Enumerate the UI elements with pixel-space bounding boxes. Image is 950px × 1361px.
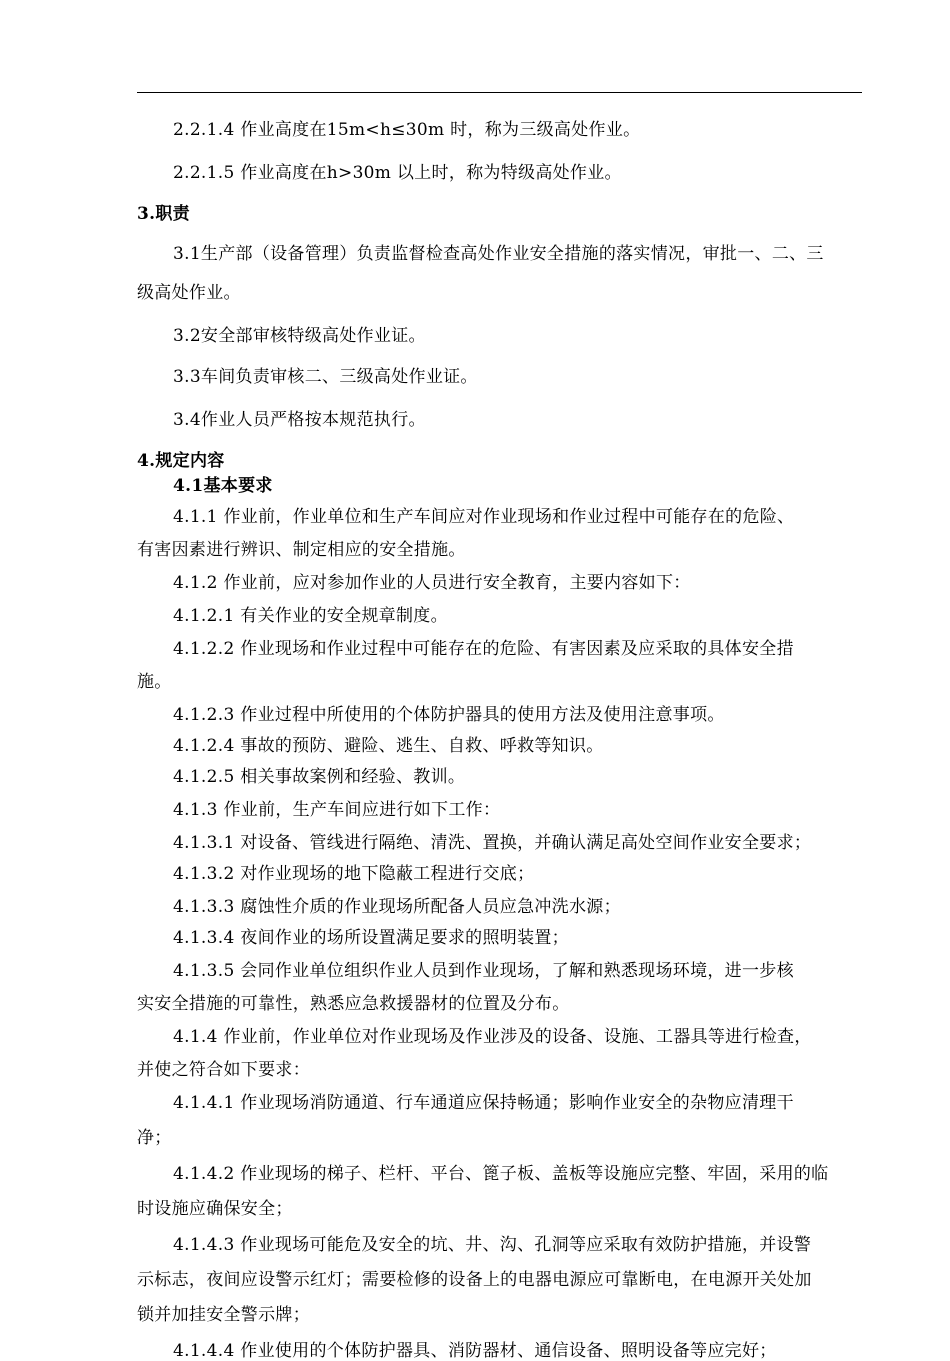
- paragraph-4-1-2-3: 4.1.2.3 作业过程中所使用的个体防护器具的使用方法及使用注意事项。: [173, 705, 725, 725]
- paragraph-4-1-4-1: 4.1.4.1 作业现场消防通道、行车通道应保持畅通；影响作业安全的杂物应清理干: [173, 1093, 794, 1113]
- paragraph-2-2-1-5: 2.2.1.5 作业高度在h>30m 以上时，称为特级高处作业。: [173, 163, 622, 183]
- paragraph-4-1-3-3: 4.1.3.3 腐蚀性介质的作业现场所配备人员应急冲洗水源；: [173, 897, 621, 917]
- heading-3: 3.职责: [137, 204, 190, 224]
- paragraph-4-1-3-2: 4.1.3.2 对作业现场的地下隐蔽工程进行交底；: [173, 864, 535, 884]
- paragraph-4-1-4-4: 4.1.4.4 作业使用的个体防护器具、消防器材、通信设备、照明设备等应完好；: [173, 1341, 777, 1361]
- paragraph-4-1-2-4: 4.1.2.4 事故的预防、避险、逃生、自救、呼救等知识。: [173, 736, 604, 756]
- paragraph-4-1-4-2-cont: 时设施应确保安全；: [137, 1199, 293, 1219]
- paragraph-4-1-2-5: 4.1.2.5 相关事故案例和经验、教训。: [173, 767, 466, 787]
- paragraph-4-1-3: 4.1.3 作业前，生产车间应进行如下工作：: [173, 800, 501, 820]
- paragraph-4-1-1-cont: 有害因素进行辨识、制定相应的安全措施。: [137, 540, 466, 560]
- paragraph-3-3: 3.3车间负责审核二、三级高处作业证。: [173, 367, 478, 387]
- paragraph-4-1-3-1: 4.1.3.1 对设备、管线进行隔绝、清洗、置换，并确认满足高处空间作业安全要求；: [173, 833, 812, 853]
- paragraph-4-1-2-2: 4.1.2.2 作业现场和作业过程中可能存在的危险、有害因素及应采取的具体安全措: [173, 639, 794, 659]
- paragraph-4-1-3-5: 4.1.3.5 会同作业单位组织作业人员到作业现场，了解和熟悉现场环境，进一步核: [173, 961, 794, 981]
- paragraph-4-1-2-1: 4.1.2.1 有关作业的安全规章制度。: [173, 606, 448, 626]
- paragraph-3-1-cont: 级高处作业。: [137, 283, 241, 303]
- heading-4-1: 4.1基本要求: [173, 476, 273, 496]
- paragraph-4-1-4-cont: 并使之符合如下要求：: [137, 1060, 310, 1080]
- document-body: [137, 115, 862, 1361]
- paragraph-3-2: 3.2安全部审核特级高处作业证。: [173, 326, 426, 346]
- paragraph-4-1-1: 4.1.1 作业前，作业单位和生产车间应对作业现场和作业过程中可能存在的危险、: [173, 507, 795, 527]
- heading-4: 4.规定内容: [137, 451, 225, 471]
- paragraph-4-1-3-4: 4.1.3.4 夜间作业的场所设置满足要求的照明装置；: [173, 928, 569, 948]
- paragraph-4-1-4: 4.1.4 作业前，作业单位对作业现场及作业涉及的设备、设施、工器具等进行检查，: [173, 1027, 812, 1047]
- paragraph-4-1-3-5-cont: 实安全措施的可靠性，熟悉应急救援器材的位置及分布。: [137, 994, 570, 1014]
- header-rule: [137, 92, 862, 93]
- paragraph-2-2-1-4: 2.2.1.4 作业高度在15m<h≤30m 时，称为三级高处作业。: [173, 120, 641, 140]
- paragraph-3-4: 3.4作业人员严格按本规范执行。: [173, 410, 426, 430]
- paragraph-4-1-2: 4.1.2 作业前，应对参加作业的人员进行安全教育，主要内容如下：: [173, 573, 691, 593]
- paragraph-4-1-4-1-cont: 净；: [137, 1128, 172, 1148]
- paragraph-4-1-4-3-cont2: 锁并加挂安全警示牌；: [137, 1305, 310, 1325]
- paragraph-4-1-4-3: 4.1.4.3 作业现场可能危及安全的坑、井、沟、孔洞等应采取有效防护措施，并设警: [173, 1235, 812, 1255]
- paragraph-4-1-4-3-cont1: 示标志，夜间应设警示红灯；需要检修的设备上的电器电源应可靠断电，在电源开关处加: [137, 1270, 812, 1290]
- paragraph-4-1-2-2-cont: 施。: [137, 672, 172, 692]
- paragraph-4-1-4-2: 4.1.4.2 作业现场的梯子、栏杆、平台、篦子板、盖板等设施应完整、牢固，采用的临: [173, 1164, 829, 1184]
- paragraph-3-1: 3.1生产部（设备管理）负责监督检查高处作业安全措施的落实情况，审批一、二、三: [173, 244, 824, 264]
